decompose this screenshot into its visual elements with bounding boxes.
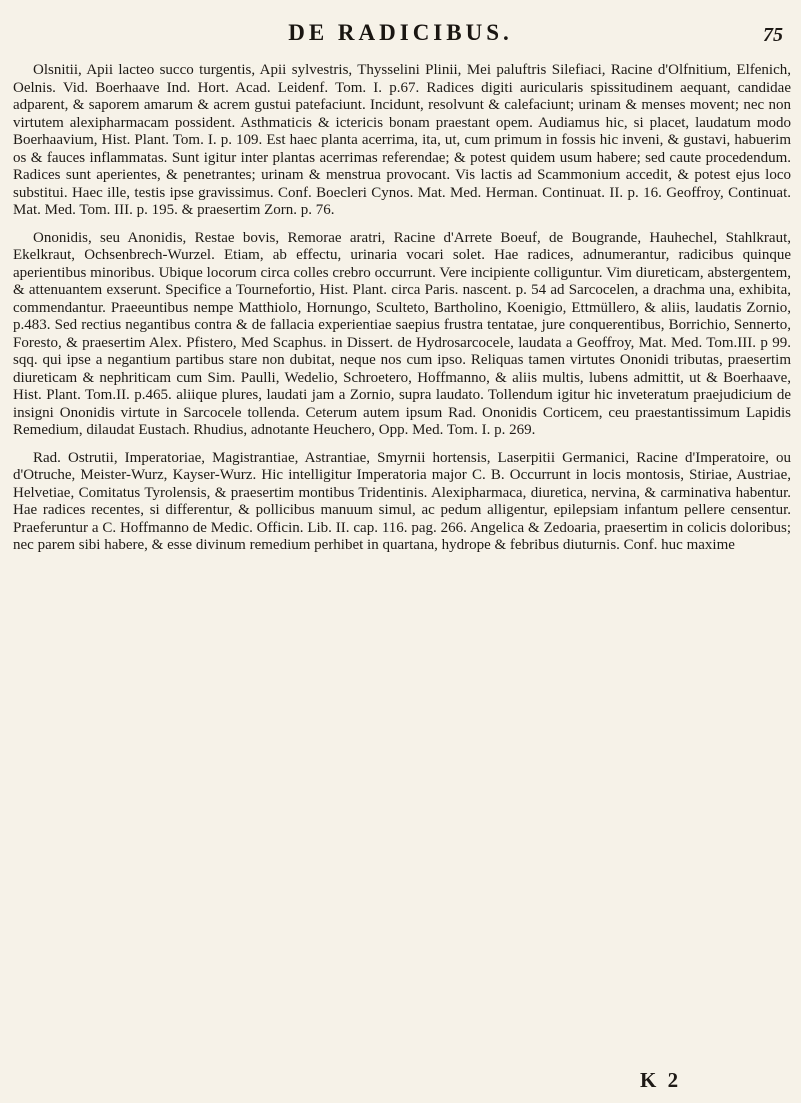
paragraph-ononis: Ononidis, seu Anonidis, Restae bovis, Remorae aratri, Racine d'Arrete Boeuf, de Bougrande, Hauhechel, Stahlkraut, Ekelkraut, Ochsenbrech-Wurzel. Etiam, ab effectu, urinaria vocari solet. Hae radices, adnumerantur, radicibus quinque aperientibus minoribus. Ubique locorum circa colles crebro occurrunt. Vere incipiente colliguntur. Vim diureticam, abstergentem, & attenuantem exserunt. Specifice a Tournefortio, Hist. Plant. circa Paris. nascent. p. 54 ad Sarcocelen, a drachma una, exhibita, commendantur. Praeeuntibus nempe Matthiolo, Hornungo, Sculteto, Bartholino, Koenigio, Ettmüllero, & aliis, laudatis Zornio, p.483. Sed rectius negantibus contra & de fallacia experientiae saepius frustra tentatae, jure conquerentibus, Borrichio, Sennerto, Foresto, & praesertim Alex. Pfistero, Med Scaphus. in Dissert. de Hydrosarcocele, laudata a Geoffroy, Mat. Med. Tom.III. p 99. sqq. qui ipse a negantium partibus stare non dubitat, neque nos cum ipso. Reliquas tamen virtutes Ononidi tributas, praesertim diureticam & nephriticam cum Sim. Paulli, Wedelio, Schroetero, Hoffmanno, & aliis multis, lubens admittit, ut & Boerhaave, Hist. Plant. Tom.II. p.465. aliique plures, laudati jam a Zornio, supra laudato. Tollendum igitur hic inveteratum praejudicium de insigni Ononidis virtute in Sarcocele tollenda. Ceterum autem ipsum Rad. Ononidis Corticem, ceu praestantissimum Lapidis Remedium, dilaudat Eustach. Rhudius, adnotante Heuchero, Opp. Med. Tom. I. p. 269. bbox=[13, 229, 791, 438]
running-title: DE RADICIBUS. bbox=[288, 20, 513, 45]
body-text bbox=[13, 62, 791, 565]
paragraph-olsnitium: Olsnitii, Apii lacteo succo turgentis, Apii sylvestris, Thysselini Plinii, Mei paluftris Silefiaci, Racine d'Olfnitium, Elfenich, Oelnis. Vid. Boerhaave Ind. Hort. Acad. Leidenf. Tom. I. p.67. Radices digiti auricularis spissitudinem aequant, candidae adparent, & saporem amarum & acrem gustui patefaciunt. Incidunt, resolvunt & calefaciunt; urinam & menses movent; nec non virtutem alexipharmacam possident. Asthmaticis & ictericis bonam praestant opem. Audiamus hic, si placet, laudatum modo Boerhaavium, Hist. Plant. Tom. I. p. 109. Est haec planta acerrima, ita, ut, cum primum in fossis hic inveni, & gustavi, habuerim os & fauces inflammatas. Sunt igitur inter plantas acerrimas referendae; & potest quidem usum habere; sed caute procedendum. Radices sunt aperientes, & penetrantes; urinam & menstrua provocant. Vis lactis ad Scammonium accedit, & potest ejus loco substitui. Haec ille, testis ipse gravissimus. Conf. Boecleri Cynos. Mat. Med. Herman. Continuat. II. p. 16. Geoffroy, Continuat. Mat. Med. Tom. III. p. 195. & praesertim Zorn. p. 76. bbox=[13, 62, 791, 218]
paragraph-ostrutium: Rad. Ostrutii, Imperatoriae, Magistrantiae, Astrantiae, Smyrnii hortensis, Laserpitii Germanici, Racine d'Imperatoire, ou d'Otruche, Meister-Wurz, Kayser-Wurz. Hic intelligitur Imperatoria major C. B. Occurrunt in locis montosis, Stiriae, Austriae, Helvetiae, Comitatus Tyrolensis, & praesertim montibus Tridentinis. Alexipharmaca, diuretica, nervina, & carminativa habentur. Hae radices recentes, si differentur, & pollicibus manuum simul, ac pedum alligentur, epilepsiam infantum pellere censentur. Praeferuntur a C. Hoffmanno de Medic. Officin. Lib. II. cap. 116. pag. 266. Angelica & Zedoaria, praesertim in colicis doloribus; nec parem sibi habere, & esse divinum remedium perhibet in quartana, hydrope & febribus diuturnis. Conf. huc maxime bbox=[13, 449, 791, 553]
page-header bbox=[0, 20, 801, 60]
signature-mark: K 2 bbox=[640, 1068, 682, 1092]
page-number: 75 bbox=[763, 24, 783, 46]
